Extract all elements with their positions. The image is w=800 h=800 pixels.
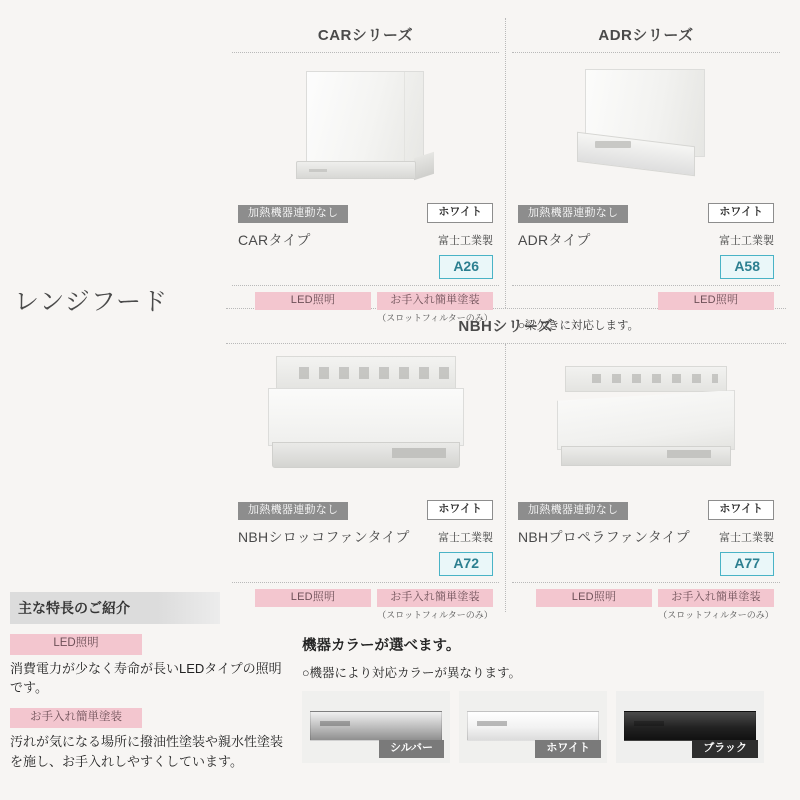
code-row-nbh-propeller — [512, 550, 780, 576]
feature-note-easy-clean: （スロットフィルターのみ） — [377, 313, 493, 323]
product-code-adr: A58 — [720, 255, 774, 279]
maker-label-car: 富士工業製 — [438, 235, 493, 247]
badge-row-nbh-propeller — [512, 500, 780, 520]
maker-label-nbh-propeller: 富士工業製 — [719, 532, 774, 544]
code-row-car — [232, 253, 499, 279]
features-section-title: 主な特長のご紹介 — [10, 592, 220, 624]
code-row-adr — [512, 253, 780, 279]
type-name-car: CARタイプ — [238, 232, 311, 248]
product-photo-nbh-sirocco — [232, 348, 499, 500]
series-heading-adr: ADRシリーズ — [512, 18, 780, 53]
product-code-nbh-propeller: A77 — [720, 552, 774, 576]
features-left-column — [10, 634, 302, 781]
feature-note-easy-clean: （スロットフィルターのみ） — [377, 610, 493, 620]
feature-tag-led: LED照明 — [658, 292, 774, 310]
feature-tags-adr — [512, 285, 780, 310]
feature-tag-led: LED照明 — [536, 589, 652, 607]
code-row-nbh-sirocco — [232, 550, 499, 576]
color-options-row — [302, 691, 790, 763]
product-photo-nbh-propeller — [512, 348, 780, 500]
no-interlock-tag: 加熱機器連動なし — [518, 205, 628, 223]
feature-text-easy-clean: 汚れが気になる場所に撥油性塗装や親水性塗装を施し、お手入れしやすくしています。 — [10, 734, 284, 769]
feature-tag-easy-clean: お手入れ簡単塗装 — [377, 292, 493, 310]
beam-note-adr: ○梁欠きに対応します。 — [518, 320, 640, 332]
feature-note-easy-clean: （スロットフィルターのみ） — [658, 610, 774, 620]
no-interlock-tag: 加熱機器連動なし — [518, 502, 628, 520]
product-code-car: A26 — [439, 255, 493, 279]
color-option-white[interactable] — [459, 691, 607, 763]
maker-label-nbh-sirocco: 富士工業製 — [438, 532, 493, 544]
product-photo-car — [232, 55, 499, 203]
name-row-car — [232, 223, 499, 253]
type-name-adr: ADRタイプ — [518, 232, 591, 248]
color-badge-white: ホワイト — [427, 203, 493, 223]
range-hood-illustration-car — [296, 71, 436, 193]
product-cell-car[interactable] — [226, 18, 506, 323]
color-option-black[interactable] — [616, 691, 764, 763]
color-badge-white: ホワイト — [427, 500, 493, 520]
range-hood-illustration-nbh-sirocco — [268, 356, 464, 488]
feature-tag-easy-clean: お手入れ簡単塗装 — [10, 708, 142, 729]
feature-tag-led: LED照明 — [255, 292, 371, 310]
color-badge-white: ホワイト — [708, 203, 774, 223]
range-hood-illustration-adr — [571, 69, 721, 193]
badge-row-nbh-sirocco — [232, 500, 499, 520]
color-choice-title: 機器カラーが選べます。 — [302, 638, 461, 654]
color-choice-note: ○機器により対応カラーが異なります。 — [302, 666, 522, 680]
feature-tag-led: LED照明 — [10, 634, 142, 655]
product-grid — [226, 18, 786, 620]
badge-row-adr — [512, 203, 780, 223]
series-heading-car: CARシリーズ — [232, 18, 499, 53]
feature-tag-easy-clean: お手入れ簡単塗装 — [658, 589, 774, 607]
name-row-nbh-propeller — [512, 520, 780, 550]
product-cell-adr[interactable] — [506, 18, 786, 332]
color-option-silver[interactable] — [302, 691, 450, 763]
color-option-label: ブラック — [692, 740, 758, 758]
name-row-nbh-sirocco — [232, 520, 499, 550]
color-option-label: ホワイト — [535, 740, 601, 758]
color-option-label: シルバー — [379, 740, 444, 758]
no-interlock-tag: 加熱機器連動なし — [238, 205, 348, 223]
no-interlock-tag: 加熱機器連動なし — [238, 502, 348, 520]
product-cell-nbh-sirocco[interactable] — [226, 344, 506, 620]
badge-row-car — [232, 203, 499, 223]
feature-text-led: 消費電力が少なく寿命が長いLEDタイプの照明です。 — [10, 660, 282, 695]
feature-tag-led: LED照明 — [255, 589, 371, 607]
page-title: レンジフード — [14, 288, 169, 316]
type-name-nbh-propeller: NBHプロペラファンタイプ — [518, 529, 690, 545]
product-photo-adr — [512, 55, 780, 203]
product-row-bottom — [226, 344, 786, 620]
range-hood-illustration-nbh-propeller — [555, 366, 737, 482]
features-section — [10, 592, 790, 781]
product-code-nbh-sirocco: A72 — [439, 552, 493, 576]
series-heading-nbh: NBHシリーズ — [226, 308, 786, 344]
feature-tags-car — [232, 285, 499, 324]
maker-label-adr: 富士工業製 — [719, 235, 774, 247]
features-right-column — [302, 634, 790, 781]
product-cell-nbh-propeller[interactable] — [506, 344, 786, 620]
color-badge-white: ホワイト — [708, 500, 774, 520]
name-row-adr — [512, 223, 780, 253]
feature-tag-easy-clean: お手入れ簡単塗装 — [377, 589, 493, 607]
type-name-nbh-sirocco: NBHシロッコファンタイプ — [238, 529, 410, 545]
features-body — [10, 634, 790, 781]
